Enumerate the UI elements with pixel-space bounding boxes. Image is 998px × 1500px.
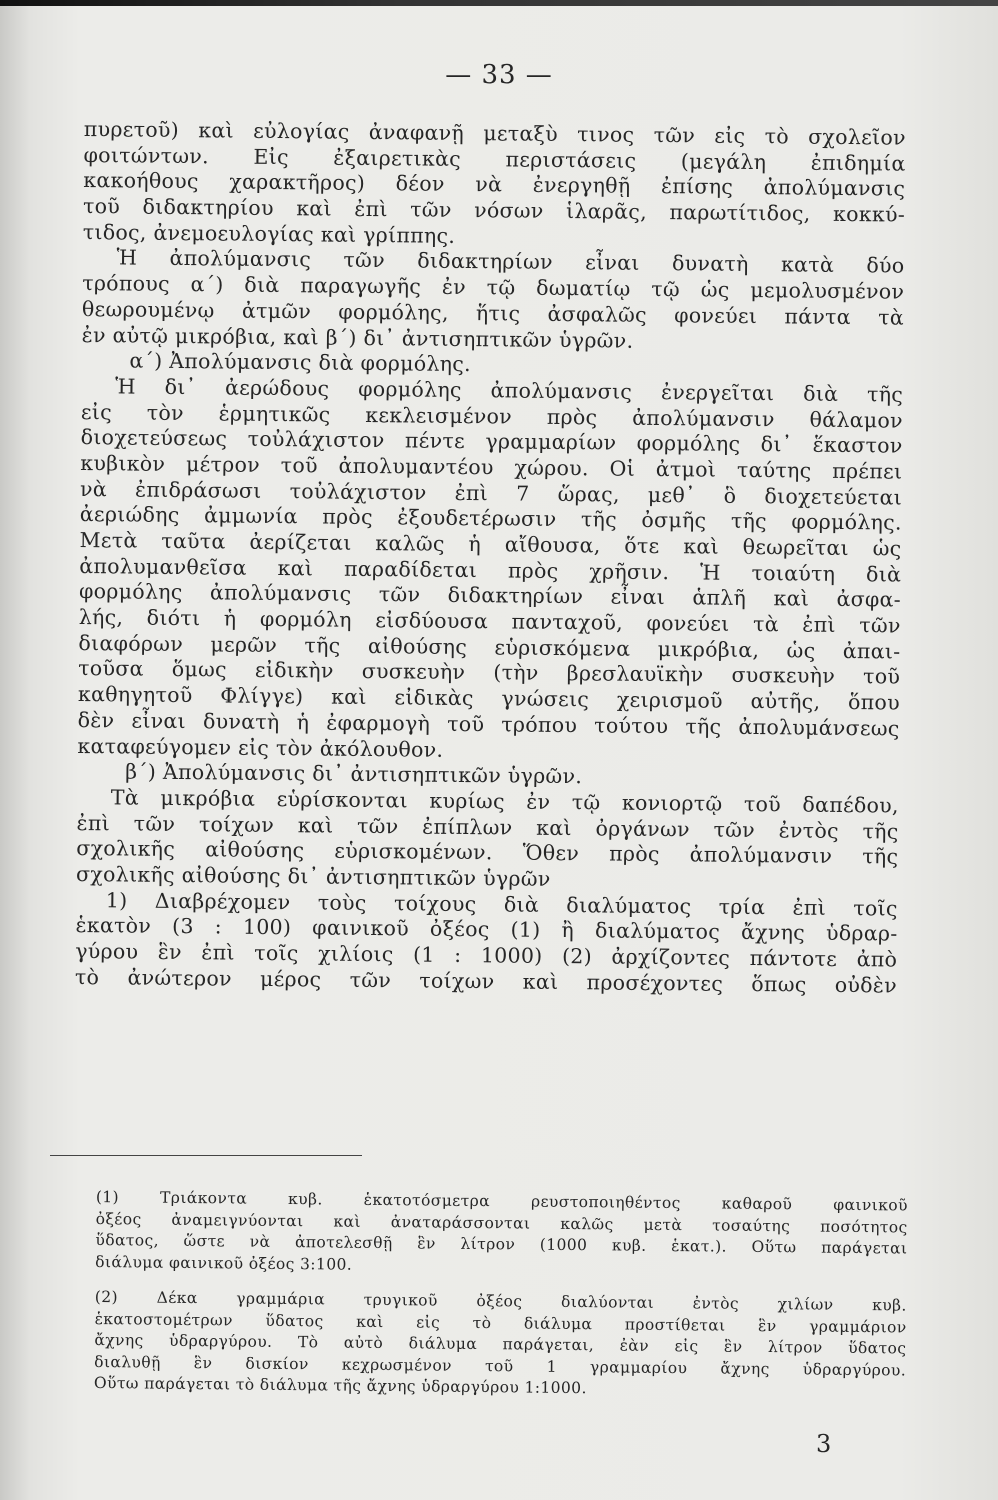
text-line: τὸ ἀνώτερον μέρος τῶν τοίχων καὶ προσέχοντες ὅπως οὐδὲν [74, 964, 898, 998]
text-line: πυρετοῦ) καὶ εὐλογίας ἀναφανῇ μεταξὺ τινος τῶν εἰς τὸ σχολεῖον [83, 117, 906, 150]
footnote-line: Οὕτω παράγεται τὸ διάλυμα τῆς ἄχνης ὑδραργύρου 1:1000. [93, 1373, 587, 1398]
scan-edge [0, 0, 998, 6]
page-number: — 33 — [445, 60, 553, 90]
text-line: τοῦσα ὅμως εἰδικὴν συσκευὴν (τὴν βρεσλαυϊκὴν συσκευὴν τοῦ [78, 656, 901, 690]
text-line: τρόπους α΄) διὰ παραγωγῆς ἐν τῷ δωματίῳ τῷ ὡς μεμολυσμένον [82, 271, 905, 304]
text-line: δὲν εἶναι δυνατὴ ἡ ἐφαρμογὴ τοῦ τρόπου τούτου τῆς ἀπολυμάνσεως [77, 707, 900, 741]
text-line: κακοήθους χαρακτῆρος) δέον νὰ ἐνεργηθῇ ἐπίσης ἀπολύμανσις [83, 168, 906, 201]
text-line: ἐν αὐτῷ μικρόβια, καὶ β΄) δι᾿ ἀντισηπτικῶν ὑγρῶν. [81, 322, 634, 353]
signature-mark: 3 [816, 1430, 832, 1458]
footnote-line: ὀξέος ἀναμειγνύονται καὶ ἀναταράσσονται καλῶς μετὰ τοσαύτης ποσότητος [95, 1209, 908, 1237]
text-line: εἰς τὸν ἑρμητικῶς κεκλεισμένον πρὸς ἀπολύμανσιν θάλαμον [80, 399, 903, 433]
text-line: τοῦ διδακτηρίου καὶ ἐπὶ τῶν νόσων ἱλαρᾶς, παρωτίτιδος, κοκκύ- [82, 194, 906, 227]
text-line: σχολικῆς αἰθούσης δι᾿ ἀντισηπτικῶν ὑγρῶν [75, 861, 551, 891]
text-line: θεωρουμένῳ ἀτμῶν φορμόλης, ἥτις ἀσφαλῶς φονεύει πάντα τὰ [81, 296, 905, 330]
footnote-line: ὕδατος, ὥστε νὰ ἀποτελεσθῇ ἓν λίτρον (1000 κυβ. ἑκατ.). Οὕτω παράγεται [95, 1230, 908, 1258]
text-line: ἀεριώδης ἀμμωνία πρὸς ἐξουδετέρωσιν τῆς ὀσμῆς τῆς φορμόλης. [79, 502, 902, 535]
text-line: διαφόρων μερῶν τῆς αἰθούσης εὑρισκόμενα μικρόβια, ὡς ἀπαι- [78, 630, 901, 664]
text-line: ἀπολυμανθεῖσα καὶ παραδίδεται πρὸς χρῆσιν. Ἡ τοιαύτη διὰ [79, 553, 902, 587]
footnote-line: (2) Δέκα γραμμάρια τρυγικοῦ ὀξέος διαλύονται ἐντὸς χιλίων κυβ. [94, 1287, 907, 1315]
section-heading: β΄) Ἀπολύμανσις δι᾿ ἀντισηπτικῶν ὑγρῶν. [125, 759, 583, 789]
text-line: νὰ ἐπιδράσωσι τοὐλάχιστον ἐπὶ 7 ὥρας, μεθ᾿ ὃ διοχετεύεται [79, 476, 903, 510]
text-line: γύρου ἓν ἐπὶ τοῖς χιλίοις (1 : 1000) (2) ἀρχίζοντες πάντοτε ἀπὸ [75, 938, 898, 972]
text-line: Ἡ ἀπολύμανσις τῶν διδακτηρίων εἶναι δυνατὴ κατὰ δύο [116, 245, 905, 279]
footnote-line: ἄχνης ὑδραργύρου. Τὸ αὐτὸ διάλυμα παράγεται, ἐὰν εἰς ἓν λίτρον ὕδατος [94, 1330, 907, 1358]
text-line: καταφεύγομεν εἰς τὸν ἀκόλουθον. [77, 733, 444, 762]
text-line: ἑκατὸν (3 : 100) φαινικοῦ ὀξέος (1) ἢ διαλύματος ἄχνης ὑδραρ- [75, 913, 898, 946]
text-line: Τὰ μικρόβια εὑρίσκονται κυρίως ἐν τῷ κονιορτῷ τοῦ δαπέδου, [110, 785, 899, 818]
footnotes [94, 1187, 908, 1403]
text-line: φορμόλης ἀπολύμανσις τῶν διδακτηρίων εἶναι ἁπλῆ καὶ ἀσφα- [78, 579, 902, 612]
text-line: λής, διότι ἡ φορμόλη εἰσδύουσα πανταχοῦ, φονεύει τὰ ἐπὶ τῶν [78, 605, 901, 638]
text-line: 1) Διαβρέχομεν τοὺς τοίχους διὰ διαλύματος τρία ἐπὶ τοῖς [105, 887, 898, 921]
body-text [75, 117, 906, 999]
text-line: τιδος, ἀνεμοευλογίας καὶ γρίππης. [82, 219, 456, 248]
footnote-line: διαλυθῇ ἓν δισκίον κεχρωσμένον τοῦ 1 γραμμαρίου ἄχνης ὑδραργύρου. [94, 1352, 907, 1379]
text-line: σχολικῆς αἰθούσης εὑρισκομένων. Ὅθεν πρὸς ἀπολύμανσιν τῆς [76, 836, 899, 869]
footnote-line: διάλυμα φαινικοῦ ὀξέος 3:100. [95, 1252, 353, 1274]
footnote-line: ἑκατοστομέτρων ὕδατος καὶ εἰς τὸ διάλυμα προστίθεται ἓν γραμμάριον [94, 1309, 907, 1336]
text-line: κυβικὸν μέτρον τοῦ ἀπολυμαντέου χώρου. Οἱ ἀτμοὶ ταύτης πρέπει [80, 450, 903, 484]
text-line: ἐπὶ τῶν τοίχων καὶ τῶν ἐπίπλων καὶ ὀργάνων τῶν ἐντὸς τῆς [76, 810, 899, 844]
text-line: Μετὰ ταῦτα ἀερίζεται καλῶς ἡ αἴθουσα, ὅτε καὶ θεωρεῖται ὡς [79, 527, 902, 561]
text-line: φοιτώντων. Εἰς ἐξαιρετικὰς περιστάσεις (μεγάλη ἐπιδημία [83, 142, 906, 176]
text-line: καθηγητοῦ Φλίγγε) καὶ εἰδικὰς γνώσεις χειρισμοῦ αὐτῆς, ὅπου [77, 682, 901, 715]
text-line: Ἡ δι᾿ ἀερώδους φορμόλης ἀπολύμανσις ἐνεργεῖται διὰ τῆς [115, 374, 904, 407]
text-line: διοχετεύσεως τοὐλάχιστον πέντε γραμμαρίων φορμόλης δι᾿ ἕκαστον [80, 425, 903, 458]
footnote-line: (1) Τριάκοντα κυβ. ἑκατοτόσμετρα ρευστοποιηθέντος καθαροῦ φαινικοῦ [95, 1188, 908, 1215]
section-heading: α΄) Ἀπολύμανσις διὰ φορμόλης. [129, 348, 472, 377]
footnote-divider [50, 1155, 362, 1156]
